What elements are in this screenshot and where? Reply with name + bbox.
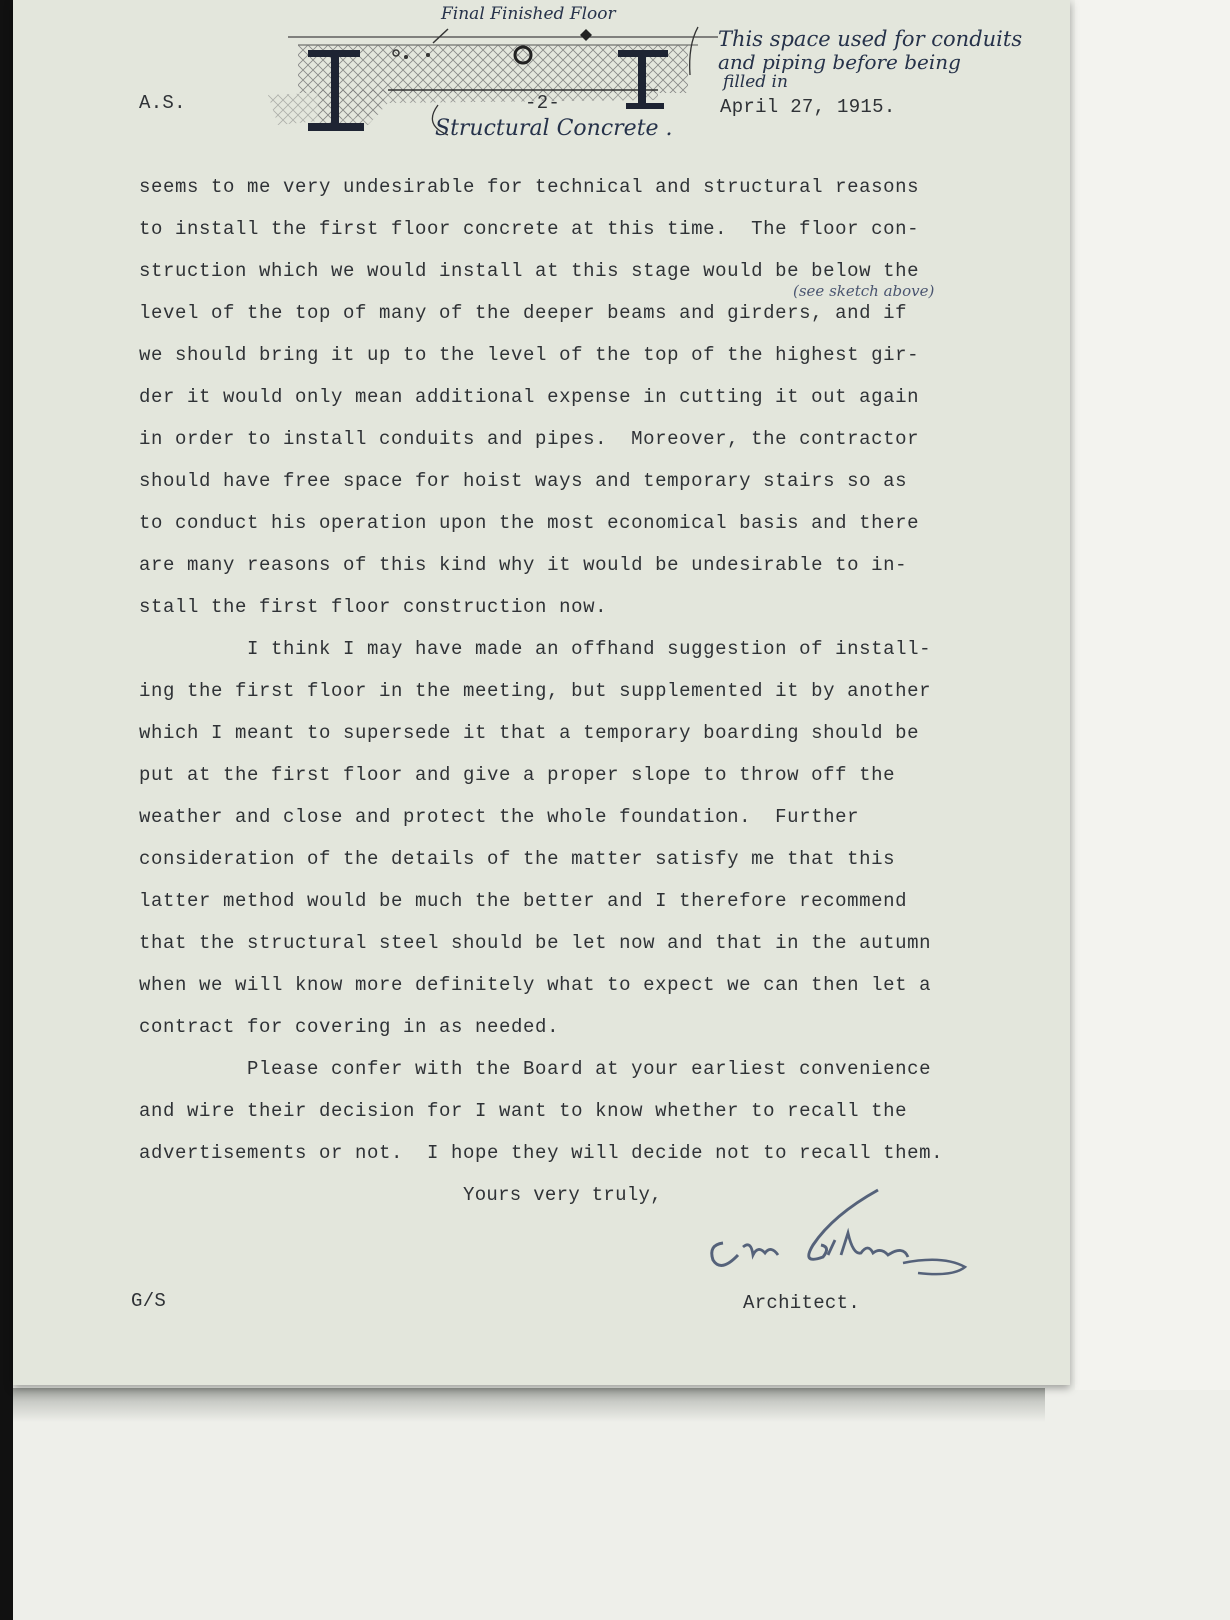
body-line: to conduct his operation upon the most economical basis and there: [139, 512, 920, 534]
annotation-conduit-space-2: and piping before being: [718, 50, 961, 74]
body-line: are many reasons of this kind why it would be undesirable to in-: [139, 554, 908, 576]
body-line: consideration of the details of the matter satisfy me that this: [139, 848, 896, 870]
closing-salutation: Yours very truly,: [463, 1184, 662, 1206]
body-line: advertisements or not. I hope they will decide not to recall them.: [139, 1142, 944, 1164]
letter-page: [13, 0, 1070, 1385]
body-line: to install the first floor concrete at this time. The floor con-: [139, 218, 920, 240]
header-initials: A.S.: [139, 92, 186, 114]
body-line: we should bring it up to the level of the top of the highest gir-: [139, 344, 920, 366]
reference-initials: G/S: [131, 1290, 167, 1312]
body-line: that the structural steel should be let now and that in the autumn: [139, 932, 932, 954]
body-line: weather and close and protect the whole foundation. Further: [139, 806, 860, 828]
body-line: stall the first floor construction now.: [139, 596, 608, 618]
letter-date: April 27, 1915.: [720, 96, 896, 118]
annotation-conduit-space: This space used for conduits: [718, 27, 1023, 51]
body-line: put at the first floor and give a proper slope to throw off the: [139, 764, 896, 786]
page-shadow: [13, 1388, 1045, 1422]
body-line: der it would only mean additional expense in cutting it out again: [139, 386, 920, 408]
annotation-see-sketch: (see sketch above): [793, 282, 935, 300]
body-line: and wire their decision for I want to know whether to recall the: [139, 1100, 908, 1122]
body-line: Please confer with the Board at your earliest convenience: [139, 1058, 932, 1080]
signer-title: Architect.: [743, 1292, 861, 1314]
body-line: latter method would be much the better and I therefore recommend: [139, 890, 908, 912]
body-line: struction which we would install at this stage would be below the: [139, 260, 920, 282]
scan-background: [1075, 0, 1230, 1390]
annotation-conduit-space-3: filled in: [723, 72, 788, 92]
scan-edge: [0, 0, 13, 1620]
body-line: seems to me very undesirable for technical and structural reasons: [139, 176, 920, 198]
body-line: contract for covering in as needed.: [139, 1016, 560, 1038]
annotation-structural-concrete: Structural Concrete .: [435, 116, 673, 141]
body-line: should have free space for hoist ways and temporary stairs so as: [139, 470, 908, 492]
annotation-final-finished-floor: Final Finished Floor: [441, 4, 616, 24]
body-line: level of the top of many of the deeper beams and girders, and if: [139, 302, 908, 324]
signature: [703, 1185, 983, 1285]
body-line: when we will know more definitely what to expect we can then let a: [139, 974, 932, 996]
body-line: ing the first floor in the meeting, but supplemented it by another: [139, 680, 932, 702]
body-line: I think I may have made an offhand suggestion of install-: [139, 638, 932, 660]
body-line: which I meant to supersede it that a temporary boarding should be: [139, 722, 920, 744]
page-number: -2-: [525, 92, 561, 114]
body-line: in order to install conduits and pipes. Moreover, the contractor: [139, 428, 920, 450]
